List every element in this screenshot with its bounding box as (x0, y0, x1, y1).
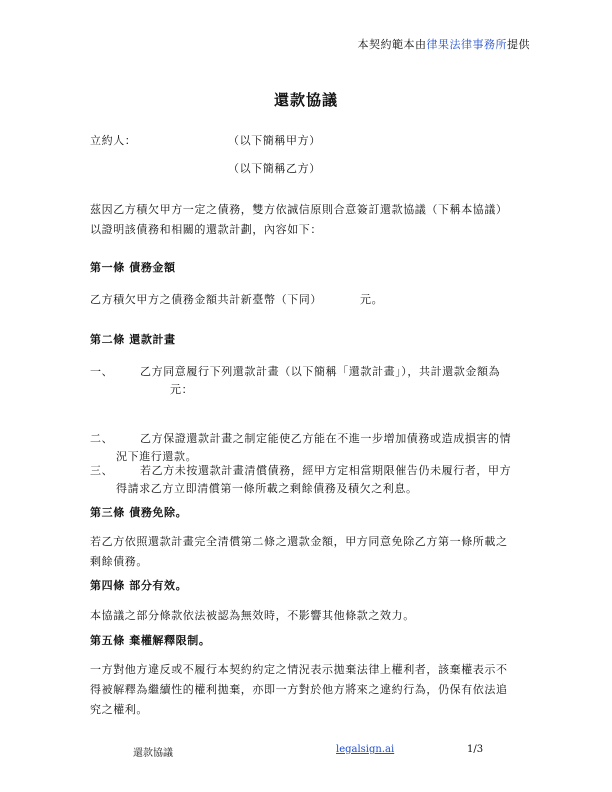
footer-page-number: 1/3 (467, 744, 484, 755)
article-5-paragraph (90, 660, 530, 720)
article-2-item-2-line-2: 況下進行還款。 (116, 450, 198, 463)
article-5-heading: 第五條 棄權解釋限制。 (90, 634, 211, 647)
page-header (358, 36, 531, 52)
article-1-unit: 元。 (360, 293, 384, 306)
article-2-item-1-line-1: 乙方同意履行下列還款計畫（以下簡稱「還款計畫」），共計還款金額為 (140, 365, 501, 378)
article-3-line-2: 剩餘債務。 (90, 555, 148, 568)
party-b-alias: （以下簡稱乙方） (228, 162, 321, 175)
article-1-heading: 第一條 債務金額 (90, 261, 176, 274)
document-title: 還款協議 (273, 91, 338, 109)
article-4-heading: 第四條 部分有效。 (90, 579, 188, 592)
law-firm-link[interactable]: 律果法律事務所 (426, 38, 507, 51)
article-3-paragraph (90, 532, 530, 572)
article-5-line-1: 一方對他方違反或不履行本契約約定之情況表示拋棄法律上權利者，該棄權表示不 (90, 663, 508, 676)
article-2-item-3-line-1: 若乙方未按還款計畫清償債務，經甲方定相當期限催告仍未履行者，甲方 (140, 464, 512, 477)
header-prefix: 本契約範本由 (357, 38, 427, 51)
intro-line-2: 以證明該債務和相關的還款計劃，內容如下： (90, 223, 322, 236)
article-2-item-2-line-1: 乙方保證還款計畫之制定能使乙方能在不進一步增加債務或造成損害的情 (140, 432, 512, 445)
party-a-alias: （以下簡稱甲方） (228, 134, 321, 147)
article-2-item-1-number: 一、 (90, 365, 114, 378)
article-3-line-1: 若乙方依照還款計畫完全清償第二條之還款金額，甲方同意免除乙方第一條所載之 (90, 535, 508, 548)
header-suffix: 提供 (507, 38, 530, 51)
article-2-item-3-line-2: 得請求乙方立即清償第一條所載之剩餘債務及積欠之利息。 (116, 482, 418, 495)
intro-line-1: 茲因乙方積欠甲方一定之債務，雙方依誠信原則合意簽訂還款協議（下稱本協議） (90, 203, 508, 216)
article-5-line-2: 得被解釋為繼續性的權利拋棄，亦即一方對於他方將來之違約行為，仍保有依法追 (90, 683, 508, 696)
footer-document-title: 還款協議 (133, 748, 173, 759)
article-2-item-1-line-2: 元： (170, 383, 194, 396)
article-4-text: 本協議之部分條款依法被認為無效時，不影響其他條款之效力。 (90, 609, 415, 622)
article-2-item-2-number: 二、 (90, 432, 114, 445)
intro-paragraph (90, 200, 530, 240)
article-1-text: 乙方積欠甲方之債務金額共計新臺幣（下同） (90, 293, 322, 306)
footer-site-text[interactable]: legalsign.ai (336, 744, 395, 755)
article-2-item-3-number: 三、 (90, 464, 114, 477)
footer-site-link[interactable] (336, 744, 394, 755)
article-3-heading: 第三條 債務免除。 (90, 506, 188, 519)
article-5-line-3: 究之權利。 (90, 703, 148, 716)
parties-label: 立約人： (90, 134, 137, 147)
article-2-heading: 第二條 還款計畫 (90, 333, 176, 346)
